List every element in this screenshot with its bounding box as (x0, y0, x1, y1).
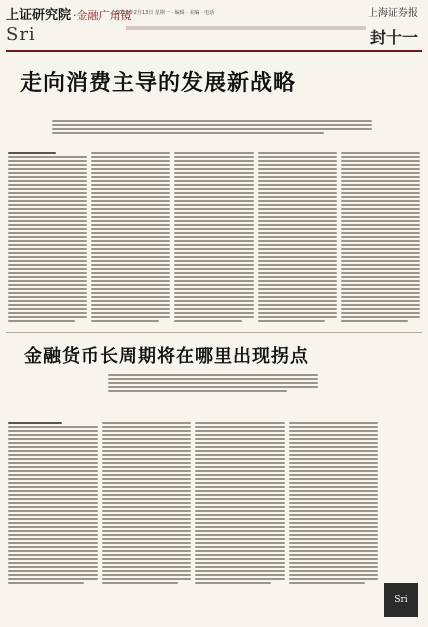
article-2-column (8, 420, 98, 586)
page-number: 封十一 (369, 28, 418, 47)
paper-name: 上海证券报 (368, 8, 418, 19)
section-divider (6, 332, 422, 333)
article-2-column (102, 420, 192, 586)
article-1-column (8, 150, 87, 324)
article-2-lead (108, 372, 318, 394)
article-1-headline: 走向消费主导的发展新战略 (20, 71, 297, 96)
masthead-bar (126, 26, 366, 30)
issue-meta: 2012年2月13日 星期一 · 编辑 · 美编 · 电话 (116, 10, 215, 16)
article-1-column (258, 150, 337, 324)
article-1-column (174, 150, 253, 324)
article-2-column (289, 420, 379, 586)
article-1-body (8, 150, 420, 324)
section-logo: Sri (6, 24, 36, 45)
article-1-column (341, 150, 420, 324)
footer-logo: Sri (384, 583, 418, 617)
masthead (6, 4, 422, 52)
article-2-body (8, 420, 378, 586)
article-1-column (91, 150, 170, 324)
article-1-lead (52, 118, 372, 136)
masthead-right (368, 4, 418, 48)
article-2-headline: 金融货币长周期将在哪里出现拐点 (24, 346, 309, 367)
article-2-column (195, 420, 285, 586)
section-title: 上证研究院 ·金融广角镜 (6, 8, 132, 23)
